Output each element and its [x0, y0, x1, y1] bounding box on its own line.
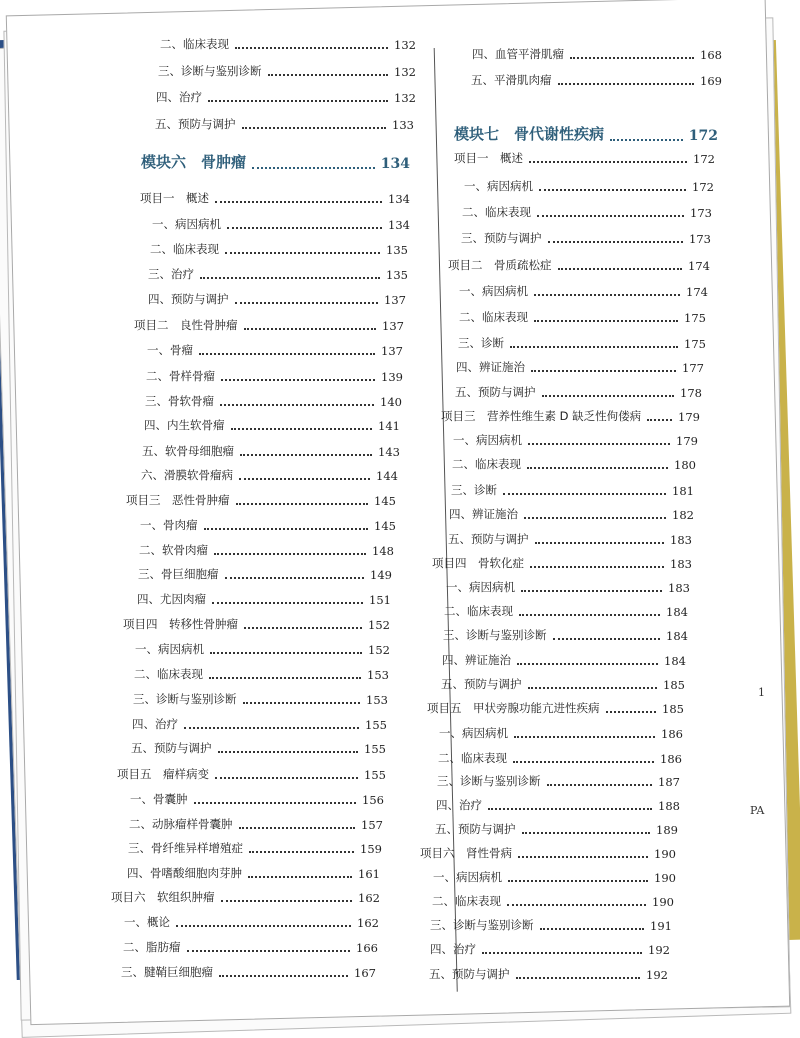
dot-leader [248, 876, 352, 878]
dot-leader [510, 346, 678, 348]
edge-mark: PA [750, 804, 765, 817]
toc-entry-label: 五、预防与调护 [131, 741, 212, 755]
toc-page-number: 137 [384, 293, 406, 307]
toc-entry[interactable] [150, 241, 408, 257]
dot-leader [187, 950, 351, 952]
toc-page-number: 162 [357, 916, 379, 930]
toc-entry-label: 三、骨纤维异样增殖症 [128, 841, 243, 855]
toc-entry-label: 五、预防与调护 [448, 532, 529, 546]
toc-entry[interactable] [140, 517, 396, 533]
toc-entry-label: 四、内生软骨瘤 [144, 418, 225, 432]
toc-entry-label: 五、软骨母细胞瘤 [142, 444, 234, 458]
toc-page-number: 157 [361, 818, 383, 832]
dot-leader [570, 57, 694, 59]
dot-leader [542, 395, 675, 397]
toc-entry[interactable] [135, 641, 390, 657]
toc-entry[interactable] [144, 417, 400, 433]
toc-entry-label: 二、临床表现 [160, 37, 229, 51]
dot-leader [227, 227, 382, 229]
dot-leader [548, 241, 684, 243]
dot-leader [176, 925, 351, 927]
toc-entry[interactable] [435, 821, 678, 837]
toc-entry-label: 一、病因病机 [135, 642, 204, 656]
toc-page-number: 159 [360, 842, 382, 856]
dot-leader [239, 478, 370, 480]
toc-project-entry[interactable] [126, 492, 396, 508]
toc-page-number: 184 [666, 605, 688, 619]
toc-page-number: 135 [386, 243, 408, 257]
toc-entry-label: 项目六 肾性骨病 [420, 846, 512, 860]
toc-page-number: 137 [381, 344, 403, 358]
toc-page-number: 161 [358, 867, 380, 881]
toc-entry[interactable] [472, 46, 722, 62]
toc-project-entry[interactable] [140, 190, 410, 206]
toc-module-heading[interactable] [141, 151, 410, 172]
dot-leader [537, 215, 684, 217]
toc-page-number: 192 [648, 943, 670, 957]
toc-page-number: 173 [690, 206, 712, 220]
toc-project-entry[interactable] [441, 408, 700, 424]
dot-leader [240, 454, 372, 456]
toc-page-number: 162 [358, 891, 380, 905]
toc-page-number: 134 [380, 156, 410, 172]
toc-entry[interactable] [130, 791, 384, 807]
toc-module-heading[interactable] [454, 123, 718, 144]
toc-project-entry[interactable] [117, 766, 386, 782]
toc-page-number: 182 [672, 508, 694, 522]
toc-project-entry[interactable] [420, 845, 676, 861]
toc-entry-label: 五、预防与调护 [441, 677, 522, 691]
dot-leader [244, 627, 362, 629]
toc-entry-label: 二、临床表现 [444, 604, 513, 618]
toc-entry-label: 四、辨证施治 [456, 360, 525, 374]
toc-entry[interactable] [123, 939, 378, 955]
toc-entry[interactable] [156, 89, 416, 105]
toc-entry-label: 五、预防与调护 [455, 385, 536, 399]
toc-page-number: 145 [374, 494, 396, 508]
toc-page-number: 172 [692, 180, 714, 194]
toc-entry-label: 项目五 瘤样病变 [117, 767, 209, 781]
toc-entry-label: 项目一 概述 [140, 191, 209, 205]
toc-entry[interactable] [158, 63, 416, 79]
toc-entry[interactable] [443, 627, 688, 643]
toc-page-number: 178 [680, 386, 702, 400]
toc-entry[interactable] [430, 941, 670, 957]
toc-page-number: 152 [368, 618, 390, 632]
toc-page-number: 183 [670, 533, 692, 547]
toc-page-number: 190 [654, 847, 676, 861]
toc-page-number: 185 [663, 678, 685, 692]
toc-entry-label: 一、概论 [124, 915, 170, 929]
dot-leader [194, 802, 357, 804]
toc-page-number: 189 [656, 823, 678, 837]
dot-leader [522, 832, 651, 834]
toc-page-number: 166 [356, 941, 378, 955]
toc-entry[interactable] [459, 309, 706, 325]
toc-page-number: 188 [658, 799, 680, 813]
toc-page-number: 132 [394, 38, 416, 52]
toc-entry-label: 项目四 骨软化症 [432, 556, 524, 570]
dot-leader [243, 702, 361, 704]
toc-entry[interactable] [462, 204, 712, 220]
dot-leader [519, 614, 660, 616]
toc-entry-label: 二、脂肪瘤 [123, 940, 181, 954]
toc-page-number: 192 [646, 968, 668, 982]
toc-entry-label: 一、病因病机 [439, 726, 508, 740]
toc-entry[interactable] [442, 652, 686, 668]
toc-entry-label: 二、临床表现 [459, 310, 528, 324]
dot-leader [610, 139, 683, 141]
toc-entry-label: 二、动脉瘤样骨囊肿 [129, 817, 233, 831]
toc-project-entry[interactable] [448, 257, 710, 273]
toc-entry[interactable] [432, 893, 674, 909]
toc-entry-label: 一、骨瘤 [147, 343, 193, 357]
toc-project-entry[interactable] [111, 889, 380, 905]
toc-entry-label: 四、血管平滑肌瘤 [472, 47, 564, 61]
dot-leader [530, 566, 664, 568]
dot-leader [540, 928, 645, 930]
toc-entry-label: 三、腱鞘巨细胞瘤 [121, 965, 213, 979]
toc-entry[interactable] [160, 36, 416, 52]
toc-page-number: 153 [366, 693, 388, 707]
toc-page-number: 175 [684, 337, 706, 351]
toc-entry-label: 一、病因病机 [453, 433, 522, 447]
dot-leader [210, 652, 362, 654]
dot-leader [528, 687, 658, 689]
dot-leader [225, 252, 380, 254]
toc-entry[interactable] [138, 566, 392, 582]
toc-page-number: 187 [658, 775, 680, 789]
toc-entry-label: 二、骨样骨瘤 [146, 369, 215, 383]
toc-entry-label: 四、治疗 [430, 942, 476, 956]
toc-entry-label: 二、临床表现 [150, 242, 219, 256]
toc-page-number: 185 [662, 702, 684, 716]
dot-leader [547, 784, 653, 786]
toc-page-number: 181 [672, 484, 694, 498]
toc-entry-label: 项目六 软组织肿瘤 [111, 890, 215, 904]
toc-page-number: 141 [378, 419, 400, 433]
toc-entry[interactable] [142, 443, 400, 459]
dot-leader [220, 404, 374, 406]
dot-leader [527, 467, 668, 469]
toc-entry-label: 五、预防与调护 [429, 967, 510, 981]
toc-page-number: 168 [700, 48, 722, 62]
toc-entry-label: 五、预防与调护 [155, 117, 236, 131]
toc-project-entry[interactable] [123, 616, 390, 632]
toc-entry-label: 项目四 转移性骨肿瘤 [123, 617, 238, 631]
dot-leader [208, 100, 388, 102]
dot-leader [488, 808, 652, 810]
toc-entry-label: 项目二 骨质疏松症 [448, 258, 552, 272]
dot-leader [534, 294, 680, 296]
toc-entry-label: 六、滑膜软骨瘤病 [141, 468, 233, 482]
toc-page-number: 175 [684, 311, 706, 325]
dot-leader [244, 328, 377, 330]
dot-leader [647, 419, 672, 421]
dot-leader [524, 517, 666, 519]
toc-entry-label: 四、尤因肉瘤 [137, 592, 206, 606]
toc-entry-label: 二、临床表现 [438, 751, 507, 765]
toc-entry-label: 二、临床表现 [432, 894, 501, 908]
toc-entry[interactable] [464, 178, 714, 194]
toc-project-entry[interactable] [454, 150, 715, 166]
dot-leader [219, 975, 348, 977]
toc-project-entry[interactable] [432, 555, 692, 571]
toc-page-number: 183 [670, 557, 692, 571]
toc-page-number: 184 [666, 629, 688, 643]
toc-entry-label: 四、辨证施治 [442, 653, 511, 667]
toc-entry[interactable] [452, 456, 696, 472]
toc-entry-label: 三、诊断与鉴别诊断 [443, 628, 547, 642]
toc-page-number: 132 [394, 91, 416, 105]
toc-entry-label: 四、骨嗜酸细胞肉芽肿 [127, 866, 242, 880]
toc-entry[interactable] [145, 393, 402, 409]
toc-page-number: 180 [674, 458, 696, 472]
dot-leader [553, 638, 661, 640]
toc-page-number: 172 [688, 128, 718, 144]
toc-page-number: 183 [668, 581, 690, 595]
toc-page-number: 167 [354, 966, 376, 980]
toc-page-number: 174 [688, 259, 710, 273]
edge-mark: 1 [758, 686, 765, 699]
toc-entry[interactable] [155, 116, 414, 132]
toc-entry-label: 模块六 骨肿瘤 [141, 153, 247, 171]
dot-leader [558, 83, 695, 85]
toc-entry-label: 三、诊断与鉴别诊断 [158, 64, 262, 78]
toc-page-number: 186 [660, 752, 682, 766]
toc-page-number: 173 [689, 232, 711, 246]
toc-entry[interactable] [439, 725, 683, 741]
toc-entry[interactable] [124, 914, 379, 930]
toc-entry-label: 一、病因病机 [152, 217, 221, 231]
toc-entry[interactable] [461, 230, 711, 246]
dot-leader [225, 577, 365, 579]
dot-leader [235, 47, 388, 49]
toc-entry[interactable] [146, 368, 403, 384]
dot-leader [518, 856, 648, 858]
dot-leader [513, 761, 654, 763]
toc-entry[interactable] [453, 432, 698, 448]
toc-entry[interactable] [449, 506, 694, 522]
toc-entry[interactable] [436, 797, 680, 813]
toc-entry[interactable] [444, 603, 688, 619]
dot-leader [221, 379, 375, 381]
dot-leader [215, 777, 358, 779]
toc-entry-label: 项目三 营养性维生素 D 缺乏性佝偻病 [441, 409, 642, 423]
toc-entry-label: 五、平滑肌肉瘤 [471, 73, 552, 87]
toc-page-number: 135 [386, 268, 408, 282]
toc-entry[interactable] [455, 384, 702, 400]
dot-leader [558, 268, 683, 270]
toc-page-number: 191 [650, 919, 672, 933]
toc-page-number: 155 [364, 742, 386, 756]
toc-entry-label: 三、诊断与鉴别诊断 [133, 692, 237, 706]
toc-entry-label: 四、预防与调护 [148, 292, 229, 306]
toc-entry[interactable] [429, 966, 668, 982]
dot-leader [482, 952, 642, 954]
toc-entry[interactable] [128, 840, 382, 856]
toc-project-entry[interactable] [134, 317, 404, 333]
toc-page-number: 179 [676, 434, 698, 448]
toc-entry[interactable] [471, 72, 722, 88]
toc-entry-label: 项目三 恶性骨肿瘤 [126, 493, 230, 507]
toc-entry-label: 项目五 甲状旁腺功能亢进性疾病 [427, 701, 600, 715]
toc-page-number: 177 [682, 361, 704, 375]
toc-entry[interactable] [129, 816, 383, 832]
toc-entry-label: 四、治疗 [436, 798, 482, 812]
toc-entry-label: 三、骨巨细胞瘤 [138, 567, 219, 581]
toc-entry-label: 项目一 概述 [454, 151, 523, 165]
toc-entry[interactable] [141, 467, 398, 483]
dot-leader [236, 503, 369, 505]
dot-leader [218, 751, 359, 753]
toc-page-number: 148 [372, 544, 394, 558]
toc-entry[interactable] [152, 216, 410, 232]
toc-entry[interactable] [127, 865, 380, 881]
toc-page-number: 184 [664, 654, 686, 668]
toc-entry[interactable] [430, 917, 672, 933]
toc-entry[interactable] [458, 335, 706, 351]
toc-page-number: 149 [370, 568, 392, 582]
toc-page-number: 190 [652, 895, 674, 909]
toc-page-number: 143 [378, 445, 400, 459]
toc-entry-label: 一、病因病机 [433, 870, 502, 884]
toc-entry[interactable] [456, 359, 704, 375]
toc-entry[interactable] [438, 750, 682, 766]
toc-page-number: 137 [382, 319, 404, 333]
toc-page-number: 155 [365, 718, 387, 732]
toc-page-number: 134 [388, 192, 410, 206]
dot-leader [508, 880, 648, 882]
toc-page-number: 140 [380, 395, 402, 409]
dot-leader [535, 542, 665, 544]
toc-entry-label: 一、病因病机 [446, 580, 515, 594]
dot-leader [516, 977, 641, 979]
dot-leader [606, 711, 657, 713]
toc-page-number: 151 [369, 593, 391, 607]
dot-leader [199, 353, 375, 355]
dot-leader [239, 827, 356, 829]
dot-leader [214, 553, 366, 555]
dot-leader [529, 161, 687, 163]
toc-entry-label: 一、骨肉瘤 [140, 518, 198, 532]
dot-leader [212, 602, 363, 604]
toc-entry[interactable] [132, 716, 387, 732]
toc-entry[interactable] [437, 773, 680, 789]
dot-leader [268, 74, 389, 76]
toc-page-number: 174 [686, 285, 708, 299]
dot-leader [514, 736, 655, 738]
dot-leader [235, 302, 379, 304]
toc-entry-label: 三、预防与调护 [461, 231, 542, 245]
dot-leader [528, 443, 670, 445]
dot-leader [221, 900, 353, 902]
toc-entry[interactable] [134, 666, 389, 682]
toc-page-number: 134 [388, 218, 410, 232]
dot-leader [517, 663, 658, 665]
toc-page-number: 132 [394, 65, 416, 79]
dot-leader [531, 370, 676, 372]
toc-page-number: 190 [654, 871, 676, 885]
toc-page-number: 152 [368, 643, 390, 657]
toc-page-number: 172 [693, 152, 715, 166]
dot-leader [204, 528, 369, 530]
toc-entry-label: 三、诊断 [458, 336, 504, 350]
toc-entry[interactable] [446, 579, 690, 595]
dot-leader [503, 493, 666, 495]
toc-entry[interactable] [441, 676, 685, 692]
toc-page-number: 155 [364, 768, 386, 782]
toc-entry-label: 三、诊断 [451, 483, 497, 497]
toc-entry-label: 三、骨软骨瘤 [145, 394, 214, 408]
toc-entry-label: 五、预防与调护 [435, 822, 516, 836]
toc-page-number: 139 [381, 370, 403, 384]
toc-page-number: 145 [374, 519, 396, 533]
toc-entry-label: 三、治疗 [148, 267, 194, 281]
dot-leader [209, 677, 361, 679]
toc-page-number: 133 [392, 118, 414, 132]
toc-entry[interactable] [148, 266, 408, 282]
toc-entry[interactable] [451, 482, 694, 498]
toc-entry[interactable] [459, 283, 708, 299]
toc-entry-label: 一、病因病机 [459, 284, 528, 298]
toc-entry-label: 三、诊断与鉴别诊断 [437, 774, 541, 788]
toc-entry-label: 二、软骨肉瘤 [139, 543, 208, 557]
toc-project-entry[interactable] [427, 700, 684, 716]
toc-entry-label: 一、病因病机 [464, 179, 533, 193]
dot-leader [249, 851, 354, 853]
toc-entry-label: 模块七 骨代谢性疾病 [454, 125, 605, 143]
toc-entry-label: 四、辨证施治 [449, 507, 518, 521]
toc-entry[interactable] [121, 964, 376, 980]
dot-leader [539, 189, 686, 191]
toc-page-number: 156 [362, 793, 384, 807]
toc-page-number: 169 [700, 74, 722, 88]
toc-entry-label: 二、临床表现 [462, 205, 531, 219]
dot-leader [215, 201, 382, 203]
toc-entry[interactable] [448, 531, 692, 547]
toc-entry-label: 项目二 良性骨肿瘤 [134, 318, 238, 332]
toc-entry[interactable] [131, 740, 386, 756]
dot-leader [252, 167, 375, 169]
dot-leader [534, 320, 678, 322]
toc-entry-label: 二、临床表现 [452, 457, 521, 471]
toc-entry[interactable] [433, 869, 676, 885]
toc-entry[interactable] [139, 542, 394, 558]
toc-page-number: 144 [376, 469, 398, 483]
dot-leader [507, 904, 646, 906]
toc-entry-label: 四、治疗 [132, 717, 178, 731]
toc-entry[interactable] [137, 591, 391, 607]
toc-page-number: 179 [678, 410, 700, 424]
dot-leader [200, 277, 380, 279]
dot-leader [521, 590, 662, 592]
dot-leader [184, 727, 359, 729]
toc-entry[interactable] [147, 342, 403, 358]
dot-leader [242, 127, 387, 129]
toc-entry-label: 一、骨囊肿 [130, 792, 188, 806]
toc-page-number: 153 [367, 668, 389, 682]
toc-entry-label: 二、临床表现 [134, 667, 203, 681]
toc-entry[interactable] [148, 291, 406, 307]
dot-leader [231, 428, 373, 430]
toc-entry-label: 四、治疗 [156, 90, 202, 104]
toc-entry[interactable] [133, 691, 388, 707]
toc-page-number: 186 [661, 727, 683, 741]
toc-entry-label: 三、诊断与鉴别诊断 [430, 918, 534, 932]
